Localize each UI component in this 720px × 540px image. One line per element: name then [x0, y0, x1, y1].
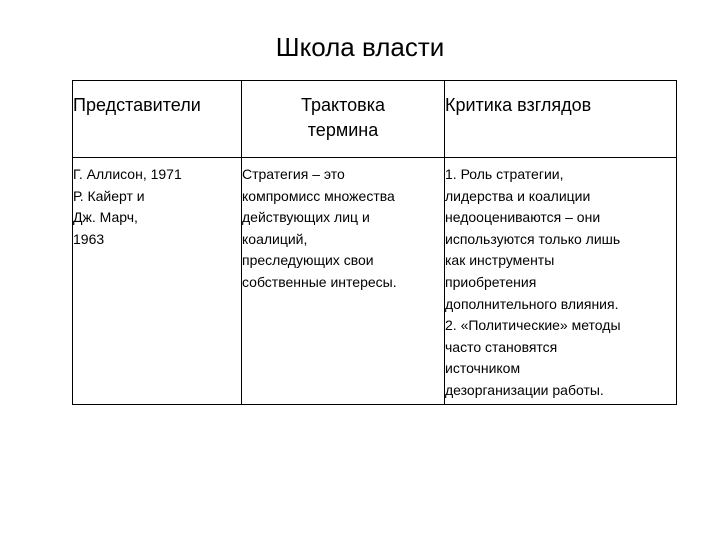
- table-row: [73, 158, 677, 405]
- cell-representatives: [73, 158, 242, 405]
- cell-text: Стратегия – это компромисс множества действующих лиц и коалиций, преследующих свои собственные интересы.: [242, 166, 397, 290]
- page-title: Школа власти: [275, 32, 445, 62]
- column-header-critique: [445, 81, 677, 158]
- table-header-row: [73, 81, 677, 158]
- cell-interpretation: [242, 158, 445, 405]
- column-header-label: Трактовка термина: [301, 95, 385, 140]
- cell-text: Г. Аллисон, 1971 Р. Кайерт и Дж. Марч, 1963: [73, 166, 182, 247]
- column-header-representatives: [73, 81, 242, 158]
- school-of-power-table: [72, 80, 677, 405]
- column-header-label: Критика взглядов: [445, 95, 592, 115]
- cell-critique: [445, 158, 677, 405]
- column-header-label: Представители: [73, 95, 201, 115]
- cell-text: 1. Роль стратегии, лидерства и коалиции недооцениваются – они используются только лишь как инструменты приобретения дополнительного влияния. 2. «Политические» методы часто становятся источником дезорганизации работы.: [445, 166, 621, 398]
- column-header-interpretation: [242, 81, 445, 158]
